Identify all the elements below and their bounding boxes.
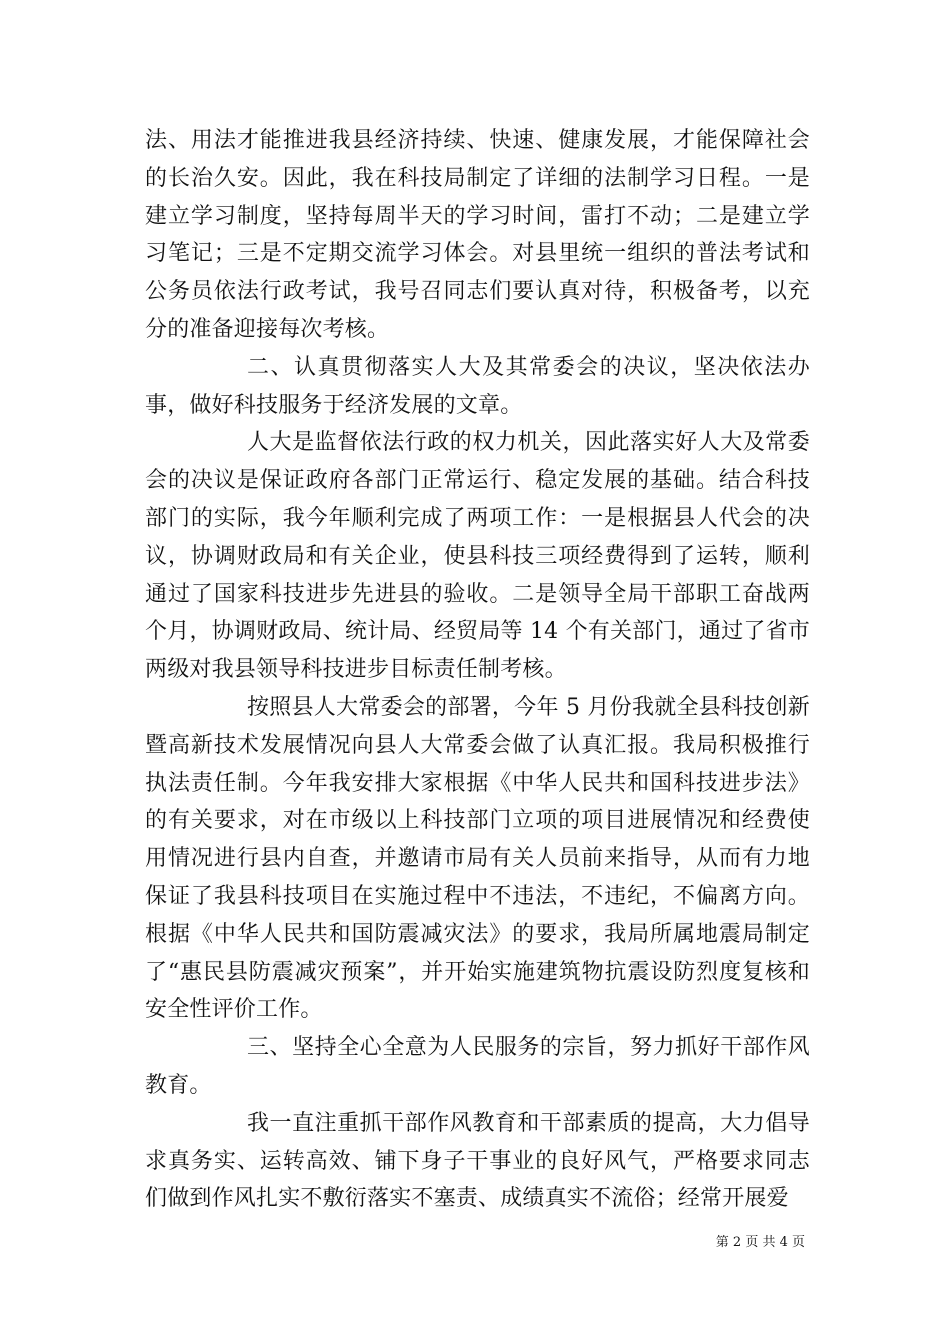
paragraph: 我一直注重抓干部作风教育和干部素质的提高，大力倡导求真务实、运转高效、铺下身子干事业的良好风气，严格要求同志们做到作风扎实不敷衍落实不塞责、成绩真实不流俗；经常开展爱 — [145, 1110, 810, 1212]
paragraph: 按照县人大常委会的部署，今年 5 月份我就全县科技创新暨高新技术发展情况向县人大常委会做了认真汇报。我局积极推行执法责任制。今年我安排大家根据《中华人民共和国科技进步法》的有关要求，对在市级以上科技部门立项的项目进展情况和经费使用情况进行县内自查，并邀请市局有关人员前来指导，从而有力地保证了我县科技项目在实施过程中不违法，不违纪，不偏离方向。根据《中华人民共和国防震减灾法》的要求，我局所属地震局制定了“惠民县防震减灾预案”，并开始实施建筑物抗震设防烈度复核和安全性评价工作。 — [145, 694, 810, 1023]
page-number-footer: 第 2 页 共 4 页 — [715, 1235, 805, 1250]
paragraph: 人大是监督依法行政的权力机关，因此落实好人大及常委会的决议是保证政府各部门正常运行、稳定发展的基础。结合科技部门的实际，我今年顺利完成了两项工作：一是根据县人代会的决议，协调财政局和有关企业，使县科技三项经费得到了运转，顺利通过了国家科技进步先进县的验收。二是领导全局干部职工奋战两个月，协调财政局、统计局、经贸局等 14 个有关部门，通过了省市两级对我县领导科技进步目标责任制考核。 — [145, 430, 810, 683]
section-heading-3: 三、坚持全心全意为人民服务的宗旨，努力抓好干部作风教育。 — [145, 1035, 810, 1098]
paragraph-continuation: 法、用法才能推进我县经济持续、快速、健康发展，才能保障社会的长治久安。因此，我在科技局制定了详细的法制学习日程。一是建立学习制度，坚持每周半天的学习时间，雷打不动；二是建立学习笔记；三是不定期交流学习体会。对县里统一组织的普法考试和公务员依法行政考试，我号召同志们要认真对待，积极备考，以充分的准备迎接每次考核。 — [145, 128, 810, 342]
section-heading-2: 二、认真贯彻落实人大及其常委会的决议，坚决依法办事，做好科技服务于经济发展的文章。 — [145, 354, 810, 418]
document-body — [145, 122, 810, 1218]
